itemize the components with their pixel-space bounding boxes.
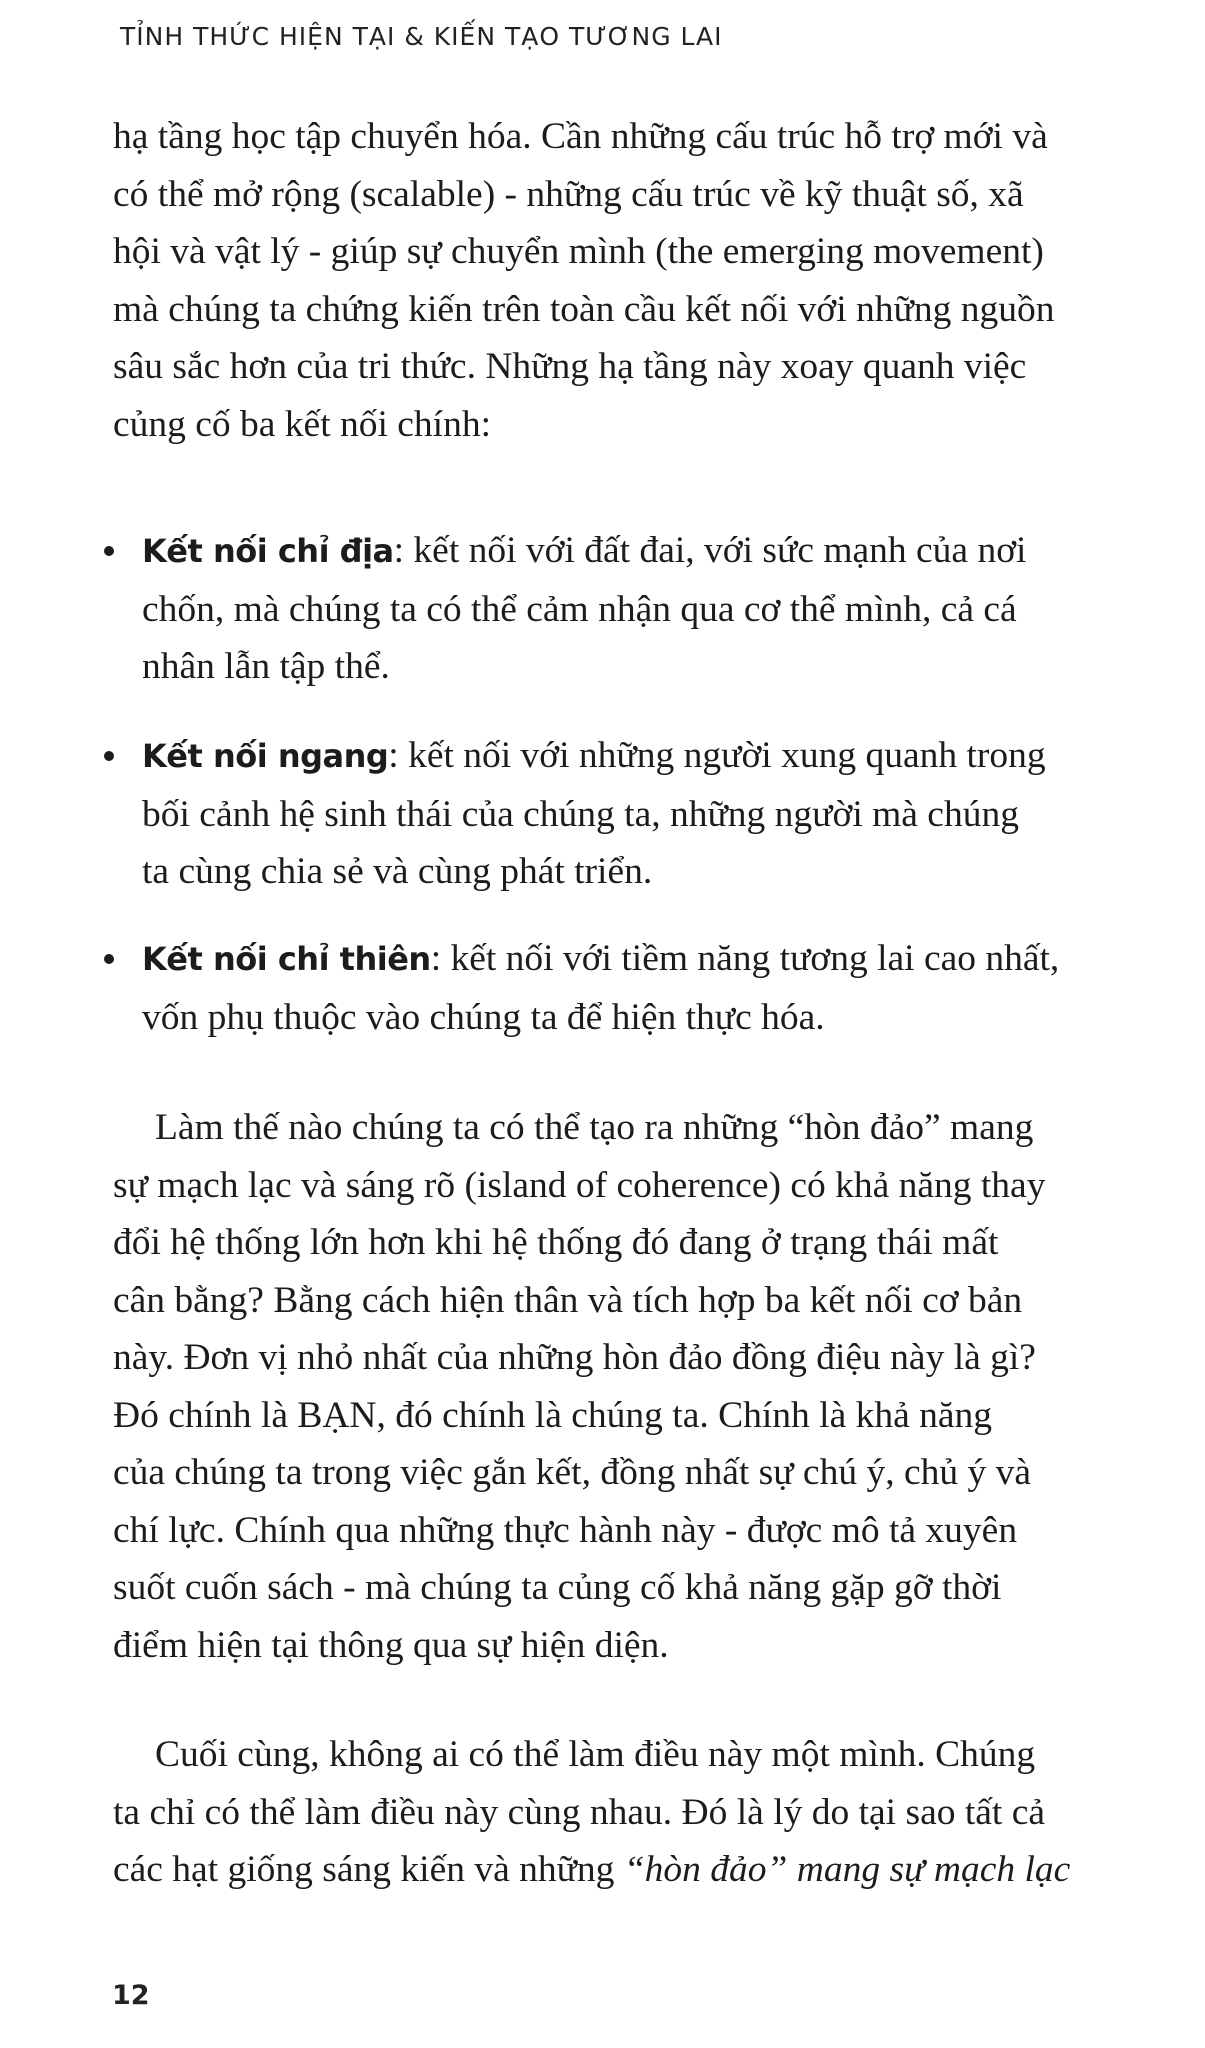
text-line: mà chúng ta chứng kiến trên toàn cầu kết nối với những nguồn [113,288,1055,330]
text-line: chí lực. Chính qua những thực hành này - được mô tả xuyên [113,1509,1018,1551]
bullet-item-horizontal-connection [142,727,1122,901]
text-line: của chúng ta trong việc gắn kết, đồng nhất sự chú ý, chủ ý và [113,1452,1031,1493]
paragraph-2 [113,1099,1113,1674]
running-header: TỈNH THỨC HIỆN TẠI & KIẾN TẠO TƯƠNG LAI [120,22,723,51]
text-line: vốn phụ thuộc vào chúng ta để hiện thực hóa. [142,996,825,1038]
text-line: hội và vật lý - giúp sự chuyển mình (the emerging movement) [113,231,1044,272]
text-line: Làm thế nào chúng ta có thể tạo ra những “hòn đảo” mang [155,1107,1034,1148]
text-line: bối cảnh hệ sinh thái của chúng ta, những người mà chúng [142,793,1019,835]
text-line: suốt cuốn sách - mà chúng ta củng cố khả năng gặp gỡ thời [113,1567,1002,1608]
italic-quote: “hòn đảo” mang sự mạch lạc [623,1849,1071,1890]
text-line: Cuối cùng, không ai có thể làm điều này một mình. Chúng [155,1734,1036,1775]
bullet-text: : kết nối với những người xung quanh trong [388,735,1046,776]
text-fragment: các hạt giống sáng kiến và những [113,1849,624,1890]
bullet-first-line [142,930,1122,989]
text-line: hạ tầng học tập chuyển hóa. Cần những cấu trúc hỗ trợ mới và [113,116,1048,157]
paragraph-3 [113,1726,1113,1899]
bullet-item-ground-connection [142,522,1122,696]
bullet-icon [104,954,114,964]
bullet-item-sky-connection [142,930,1122,1046]
bullet-first-line [142,522,1122,581]
bullet-icon [104,751,114,761]
text-line: đổi hệ thống lớn hơn khi hệ thống đó đang ở trạng thái mất [113,1222,999,1263]
text-line: củng cố ba kết nối chính: [113,403,492,445]
text-line: sự mạch lạc và sáng rõ (island of coherence) có khả năng thay [113,1164,1046,1206]
bullet-term: Kết nối chỉ thiên [142,940,431,978]
page-number: 12 [112,1980,150,2011]
text-line: có thể mở rộng (scalable) - những cấu trúc về kỹ thuật số, xã [113,173,1024,215]
text-line: sâu sắc hơn của tri thức. Những hạ tầng này xoay quanh việc [113,346,1027,387]
bullet-icon [104,546,114,556]
bullet-text: : kết nối với tiềm năng tương lai cao nhất, [430,938,1060,979]
text-line: cân bằng? Bằng cách hiện thân và tích hợp ba kết nối cơ bản [113,1279,1023,1321]
paragraph-1 [113,108,1113,453]
bullet-term: Kết nối chỉ địa [142,532,394,570]
text-line [113,1841,1113,1899]
text-line: ta cùng chia sẻ và cùng phát triển. [142,851,653,892]
text-line: ta chỉ có thể làm điều này cùng nhau. Đó là lý do tại sao tất cả [113,1791,1045,1833]
bullet-term: Kết nối ngang [142,737,389,775]
text-line: điểm hiện tại thông qua sự hiện diện. [113,1624,669,1666]
bullet-first-line [142,727,1122,786]
text-line: Đó chính là BẠN, đó chính là chúng ta. Chính là khả năng [113,1394,992,1436]
text-line: này. Đơn vị nhỏ nhất của những hòn đảo đồng điệu này là gì? [113,1337,1036,1378]
text-line: nhân lẫn tập thể. [142,646,390,687]
text-line: chốn, mà chúng ta có thể cảm nhận qua cơ thể mình, cả cá [142,588,1017,630]
bullet-text: : kết nối với đất đai, với sức mạnh của nơi [393,530,1027,571]
